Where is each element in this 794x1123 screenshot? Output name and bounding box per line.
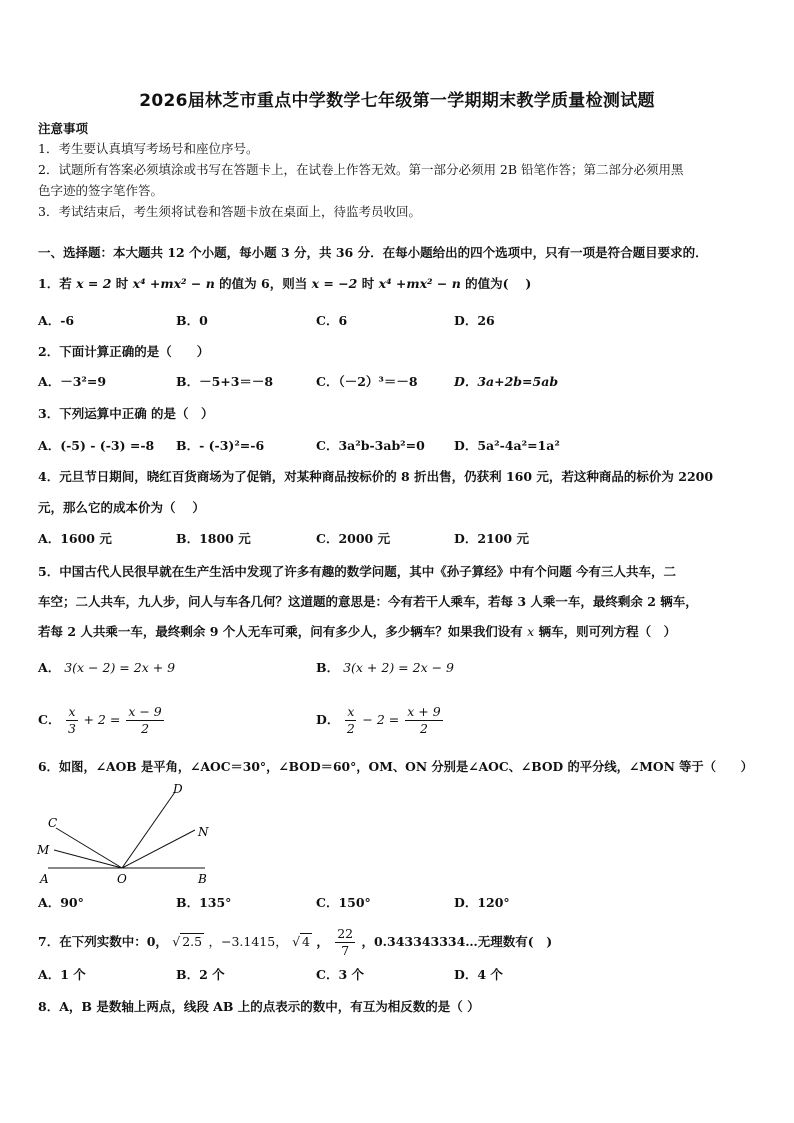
q7-text-2: ，−3.1415， <box>208 934 288 949</box>
ray-om <box>54 850 122 868</box>
q5-option-d-label: D． <box>316 712 340 727</box>
q6-option-a: A．90° <box>38 895 84 910</box>
q5-option-a <box>38 659 175 677</box>
q1-expr-1: x = 2 <box>76 276 112 291</box>
q4-stem-line-1: 4．元旦节日期间，晓红百货商场为了促销，对某种商品按标价的 8 折出售，仍获利 160 元，若这种商品的标价为 2200 <box>38 469 714 484</box>
q7-option-c: C．3 个 <box>316 967 364 982</box>
q2-option-c: C．（－2）³＝－8 <box>316 374 418 389</box>
q5-option-a-label: A． <box>38 660 61 675</box>
ray-od <box>122 792 175 868</box>
q5-option-c-den-2: 2 <box>141 721 150 736</box>
q3-option-a: A．(-5) - (-3) =-8 <box>38 438 155 453</box>
q8-stem: 8．A，B 是数轴上两点，线段 AB 上的点表示的数中，有互为相反数的是（ ） <box>38 999 480 1014</box>
q7-radicand-1: 2.5 <box>182 934 203 949</box>
q3-option-d: D．5a²-4a²=1a² <box>454 438 560 453</box>
q5-option-a-expr: 3(x − 2) = 2x + 9 <box>64 660 176 675</box>
q1-stem <box>38 275 531 293</box>
section-heading: 一、选择题：本大题共 12 个小题，每小题 3 分，共 36 分．在每小题给出的四个选项中，只有一项是符合题目要求的． <box>38 245 708 260</box>
q7-fraction <box>335 926 355 959</box>
q1-text-4: 时 <box>361 276 375 291</box>
q5-option-c-mid: + 2 = <box>83 712 121 727</box>
q7-option-b: B．2 个 <box>176 967 225 982</box>
q5-option-d-frac-1 <box>345 704 356 737</box>
q5-stem-line-3 <box>38 623 676 641</box>
q5-option-d-mid: − 2 = <box>362 712 400 727</box>
notice-item-2-cont: 色字迹的签字笔作答。 <box>38 183 164 198</box>
q1-text-3: 的值为 6，则当 <box>219 276 308 291</box>
q6-option-d: D．120° <box>454 895 510 910</box>
q7-fraction-num: 22 <box>337 926 354 941</box>
q5-option-d-den-1: 2 <box>346 721 355 736</box>
q5-option-c-num-1: x <box>68 704 76 719</box>
q2-stem: 2．下面计算正确的是（ ） <box>38 344 210 359</box>
q5-option-d-num-1: x <box>347 704 355 719</box>
q1-text-1: 1．若 <box>38 276 72 291</box>
ray-oc <box>56 828 122 868</box>
q1-option-d: D．26 <box>454 313 495 328</box>
q2-option-a: A．－3²=9 <box>38 374 107 389</box>
q4-option-b: B．1800 元 <box>176 531 251 546</box>
q6-option-b: B．135° <box>176 895 232 910</box>
q1-expr-3: x = −2 <box>311 276 358 291</box>
q3-stem: 3．下列运算中正确 的是（ ） <box>38 406 214 421</box>
q5-option-d-den-2: 2 <box>419 721 428 736</box>
q5-option-c <box>38 702 166 738</box>
q7-text-4: ，0.343343334…无理数有( ) <box>361 934 553 949</box>
notice-item-2: 2．试题所有答案必须填涂或书写在答题卡上，在试卷上作答无效。第一部分必须用 2B 铅笔作答；第二部分必须用黑 <box>38 162 684 177</box>
q7-fraction-den: 7 <box>341 943 350 958</box>
q4-option-a: A．1600 元 <box>38 531 112 546</box>
q5-option-c-num-2: x − 9 <box>128 704 162 719</box>
q7-option-d: D．4 个 <box>454 967 503 982</box>
q7-text-1: 7．在下列实数中：0， <box>38 934 168 949</box>
notice-heading: 注意事项 <box>38 121 89 136</box>
q5-option-b-label: B． <box>316 660 340 675</box>
q5-text-3a: 若每 2 人共乘一车，最终剩余 9 个人无车可乘，问有多少人，多少辆车？如果我们设有 <box>38 624 523 639</box>
q1-option-a: A．-6 <box>38 313 75 328</box>
q5-option-c-frac-1 <box>66 704 77 737</box>
q7-sqrt-1: √ 2.5 <box>172 934 203 949</box>
q5-option-c-den-1: 3 <box>67 721 76 736</box>
q6-angle-figure <box>30 780 220 890</box>
q1-expr-2: x⁴ +mx² − n <box>132 276 215 291</box>
notice-item-1: 1．考生要认真填写考场号和座位序号。 <box>38 141 259 156</box>
q5-stem-line-2: 车空；二人共车，九人步，问人与车各几何？这道题的意思是：今有若干人乘车，若每 3 人乘一车，最终剩余 2 辆车， <box>38 594 698 609</box>
q7-stem <box>38 924 552 960</box>
label-d: D <box>173 782 183 796</box>
q1-text-2: 时 <box>115 276 129 291</box>
label-n: N <box>198 825 209 839</box>
q4-option-d: D．2100 元 <box>454 531 529 546</box>
q5-variable: x <box>527 624 535 639</box>
q6-option-c: C．150° <box>316 895 371 910</box>
q5-text-3b: 辆车，则可列方程（ ） <box>538 624 677 639</box>
q2-option-d: D．3a+2b=5ab <box>454 374 559 389</box>
q7-option-a: A．1 个 <box>38 967 86 982</box>
q1-text-5: 的值为( ) <box>465 276 532 291</box>
q1-expr-4: x⁴ +mx² − n <box>378 276 461 291</box>
q4-stem-line-2: 元，那么它的成本价为（ ） <box>38 500 205 515</box>
q3-option-b: B．- (-3)²=-6 <box>176 438 265 453</box>
q5-option-d-num-2: x + 9 <box>407 704 441 719</box>
label-a: A <box>40 872 49 886</box>
q5-option-d <box>316 702 445 738</box>
q1-option-b: B．0 <box>176 313 208 328</box>
q4-option-c: C．2000 元 <box>316 531 391 546</box>
q5-option-d-frac-2 <box>405 704 442 737</box>
q5-option-c-label: C． <box>38 712 61 727</box>
q6-stem: 6．如图，∠AOB 是平角，∠AOC＝30°，∠BOD＝60°，OM、ON 分别是∠AOC、∠BOD 的平分线，∠MON 等于（ ） <box>38 759 753 774</box>
label-c: C <box>48 816 58 830</box>
q7-text-3: ， <box>316 934 329 949</box>
label-m: M <box>37 843 50 857</box>
q5-option-c-frac-2 <box>126 704 163 737</box>
q7-sqrt-2: √ 4 <box>292 934 310 949</box>
exam-title: 2026届林芝市重点中学数学七年级第一学期期末教学质量检测试题 <box>139 91 655 111</box>
q2-option-b: B．－5+3＝－8 <box>176 374 274 389</box>
q5-stem-line-1: 5．中国古代人民很早就在生产生活中发现了许多有趣的数学问题，其中《孙子算经》中有个问题 今有三人共车，二 <box>38 564 677 579</box>
q1-option-c: C．6 <box>316 313 348 328</box>
ray-on <box>122 830 195 868</box>
q5-option-b-expr: 3(x + 2) = 2x − 9 <box>343 660 454 675</box>
q7-radicand-2: 4 <box>302 934 310 949</box>
q5-option-b <box>316 659 454 677</box>
q3-option-c: C．3a²b-3ab²=0 <box>316 438 425 453</box>
label-o: O <box>117 872 127 886</box>
label-b: B <box>198 872 207 886</box>
notice-item-3: 3．考试结束后，考生须将试卷和答题卡放在桌面上，待监考员收回。 <box>38 204 421 219</box>
